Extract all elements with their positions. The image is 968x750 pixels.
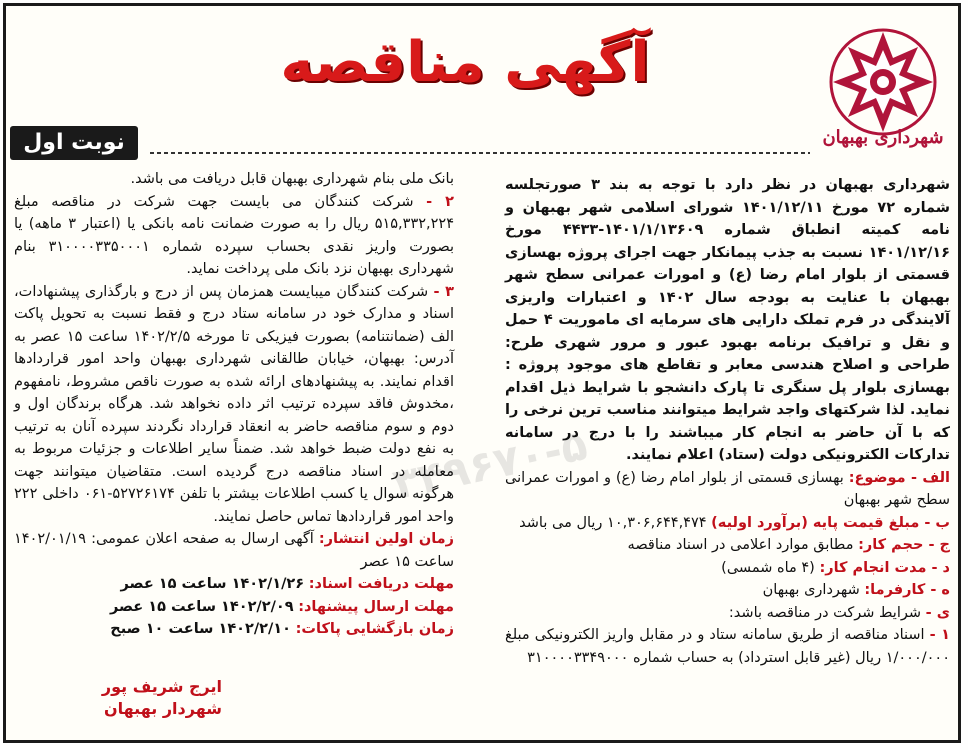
first-publication (14, 528, 454, 573)
condition-3 (14, 281, 454, 529)
intro-paragraph: شهرداری بهبهان در نظر دارد با توجه به بند ۳ صورتجلسه شماره ۷۲ مورخ ۱۴۰۱/۱۲/۱۱ شورای اسلامی شهر بهبهان و نامه کمیته انطباق شماره ۱۴۰۱/۱/۱۳۶۰۹-۴۴۳۳ مورخ ۱۴۰۱/۱۲/۱۶ نسبت به جذب پیمانکار جهت اجرای پروژه بهسازی قسمتی از بلوار امام رضا (ع) و امورات عمرانی سطح شهر بهبهان با عنایت به بودجه سال ۱۴۰۲ و اعتبارات واریزی آلایندگی در فرم تملک دارایی های سرمایه ای ماموریت ۴ حمل و نقل و ترافیک برنامه بهبود عبور و مرور شهری طرح: طراحی و اصلاح هندسی معابر و تقاطع های موجود پروژه : بهسازی بلوار پل سنگری تا پارک دانشجو با شرایط ذیل اقدام نماید. لذا شرکتهای واجد شرایط میتوانند مناسب ترین نرخی را که با آن حاضر به انجام کار میباشند را با درج در سامانه تدارکات الکترونیکی دولت (ستاد) اعلام نمایند. (505, 177, 950, 463)
clause-he-label: ه - کارفرما: (864, 582, 950, 598)
clause-je (505, 534, 950, 557)
clause-he (505, 579, 950, 602)
deadline-docs-text: ۱۴۰۲/۱/۲۶ ساعت ۱۵ عصر (120, 576, 305, 592)
clause-be-text: ۱۰,۳۰۶,۶۴۴,۴۷۴ ریال می باشد (519, 514, 707, 531)
clause-de-text: (۴ ماه شمسی) (721, 559, 815, 576)
deadline-docs-label: مهلت دریافت اسناد: (308, 576, 454, 592)
deadline-bids-text: ۱۴۰۲/۲/۰۹ ساعت ۱۵ عصر (110, 598, 294, 615)
first-publication-text: آگهی ارسال به صفحه اعلان عمومی: ۱۴۰۲/۰۱/۱۹ ساعت ۱۵ عصر (14, 531, 454, 570)
first-publication-label: زمان اولین انتشار: (318, 531, 454, 547)
logo-caption: شهرداری بهبهان (822, 127, 944, 148)
page-title: آگهی مناقصه (280, 30, 650, 95)
clause-be-label: ب - مبلغ قیمت پایه (برآورد اولیه) (711, 514, 950, 531)
divider (150, 152, 810, 154)
clause-de (505, 557, 950, 580)
round-badge: نوبت اول (10, 126, 138, 160)
deadline-docs (14, 573, 454, 596)
deadline-bids-label: مهلت ارسال پیشنهاد: (298, 598, 454, 615)
clause-alef-text: بهسازی قسمتی از بلوار امام رضا (ع) و امورات عمرانی سطح شهر بهبهان (505, 469, 950, 508)
condition-2-text: شرکت کنندگان می بایست جهت شرکت در مناقصه مبلغ ۵۱۵,۳۳۲,۲۲۴ ریال را به صورت ضمانت نامه بانکی یا (اعتبار ۳ ماهه) یا بصورت واریز نقدی بحساب سپرده شماره ۳۱۰۰۰۰۳۳۵۰۰۰۱ بنام شهرداری بهبهان نزد بانک ملی پرداخت نماید. (14, 193, 454, 277)
condition-2-label: ۲ - (426, 193, 454, 210)
opening-time-label: زمان بازگشایی پاکات: (295, 621, 454, 637)
opening-time-text: ۱۴۰۲/۲/۱۰ ساعت ۱۰ صبح (110, 621, 292, 637)
clause-alef (505, 467, 950, 512)
clause-je-label: ج - حجم کار: (858, 537, 950, 553)
signature (22, 676, 222, 720)
clause-ye (505, 602, 950, 625)
deadline-bids (14, 596, 454, 619)
condition-3-label: ۳ - (433, 283, 455, 300)
watermark: ۳۴۹۶۷۰-۵ (388, 420, 592, 509)
clause-ye-text: شرایط شرکت در مناقصه باشد: (728, 604, 922, 621)
condition-1-cont: بانک ملی بنام شهرداری بهبهان قابل دریافت می باشد. (130, 171, 454, 187)
condition-2 (14, 191, 454, 281)
condition-1-label: ۱ - (929, 627, 950, 643)
right-column (505, 174, 950, 669)
left-column (14, 168, 454, 641)
clause-je-text: مطابق موارد اعلامی در اسناد مناقصه (627, 537, 854, 553)
clause-de-label: د - مدت انجام کار: (819, 559, 950, 576)
clause-he-text: شهرداری بهبهان (762, 582, 860, 598)
condition-1-text: اسناد مناقصه از طریق سامانه ستاد و در مقابل واریز الکترونیکی مبلغ ۱/۰۰۰/۰۰۰ ریال (غیر قابل استرداد) به حساب شماره ۳۱۰۰۰۰۳۳۴۹۰۰۰ (505, 627, 950, 666)
clause-be (505, 512, 950, 535)
signature-name: ایرج شریف پور (101, 677, 222, 696)
signature-role: شهردار بهبهان (103, 699, 222, 718)
opening-time (14, 618, 454, 641)
condition-1 (505, 624, 950, 669)
clause-alef-label: الف - موضوع: (848, 469, 950, 486)
clause-ye-label: ی - (925, 604, 950, 621)
condition-3-text: شرکت کنندگان میبایست همزمان پس از درج و بارگذاری پیشنهادات، اسناد و مدارک خود در سامانه ستاد درج و فقط نسبت به تحویل پاکت الف (ضمانتنامه) بصورت فیزیکی تا مورخه ۱۴۰۲/۲/۵ ساعت ۱۵ عصر به آدرس: بهبهان، خیابان طالقانی شهرداری بهبهان واحد امور قراردادها اقدام نمایند. به پیشنهادهای ارائه شده به صورت ناقص مشروط، نامفهوم ،مخدوش فاقد سپرده ترتیب اثر داده نخواهد شد. هرگاه برندگان اول و دوم و سوم مناقصه حاضر به انعقاد قرارداد نگردند سپرده آنان به ترتیب به نفع دولت ضبط خواهد شد. ضمناً سایر اطلاعات و جزئیات مربوط به معامله در اسناد مناقصه درج گردیده است. متقاضیان میتوانند جهت هرگونه سوال یا کسب اطلاعات بیشتر با تلفن ۵۲۷۲۶۱۷۴-۰۶۱ داخلی ۲۲۲ واحد امور قراردادها تماس حاصل نمایند. (14, 283, 454, 525)
